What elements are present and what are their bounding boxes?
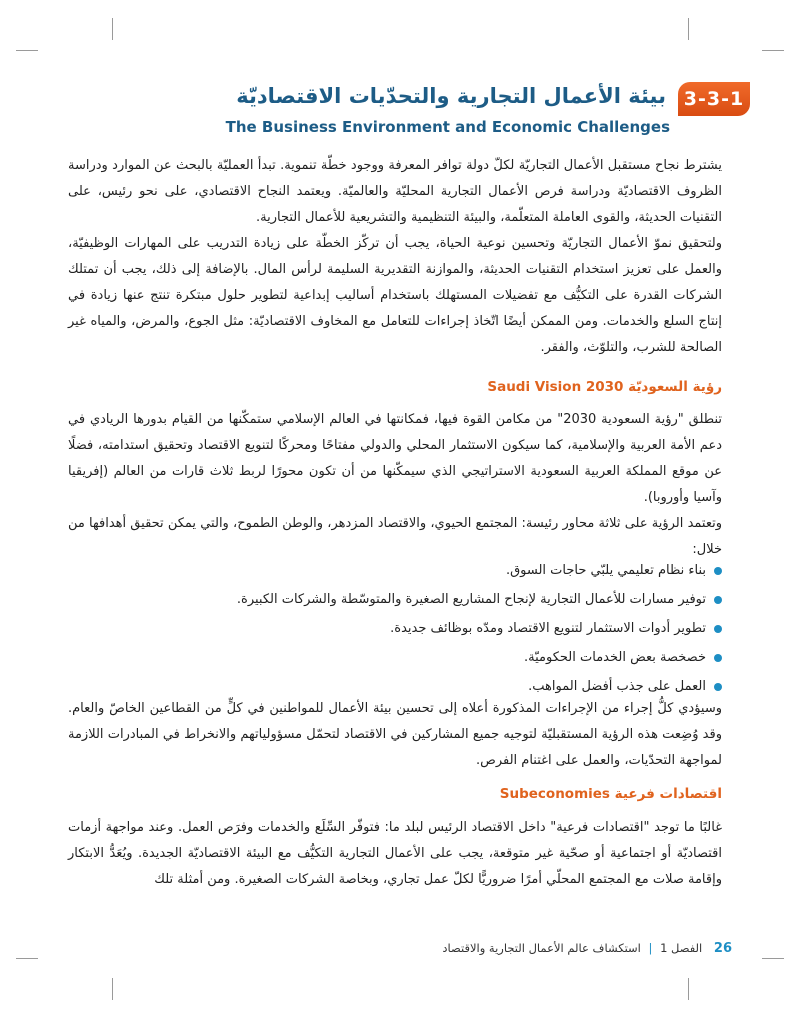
chapter-title: استكشاف عالم الأعمال التجارية والاقتصاد xyxy=(442,941,641,955)
footer-separator: | xyxy=(648,941,653,955)
vision-text xyxy=(68,407,722,563)
bullet-icon xyxy=(714,683,722,691)
section-number-badge: 3-3-1 xyxy=(678,82,750,116)
subeconomies-heading: اقتصادات فرعية Subeconomies xyxy=(499,786,722,802)
paragraph: وتعتمد الرؤية على ثلاثة محاور رئيسة: المجتمع الحيوي، والاقتصاد المزدهر، والوطن الطموح، والتي يمكن تحقيق أهدافها من خلال: xyxy=(68,516,722,557)
paragraph: غالبًا ما توجد "اقتصادات فرعية" داخل الاقتصاد الرئيس لبلد ما: فتوفّر السِّلَع والخدمات وفرَص العمل. وعند مواجهة أزمات اقتصاديّة أو اجتماعية أو صحّية غير متوقعة، يجب على الأعمال التجارية التكيُّف مع البيئة الاقتصاديّة الجديدة. ويُعَدُّ الابتكار وإقامة صلات مع المجتمع المحلّي أمرًا ضروريًّا لكلّ عمل تجاري، وبخاصة الشركات الصغيرة. ومن أمثلة تلك xyxy=(68,820,722,887)
page-footer xyxy=(442,941,732,956)
list-item: العمل على جذب أفضل المواهب. xyxy=(68,672,722,701)
bullet-icon xyxy=(714,596,722,604)
crop-mark xyxy=(762,50,784,51)
paragraph: يشترط نجاح مستقبل الأعمال التجاريّة لكلّ دولة توافر المعرفة ووجود خطّة تنموية. تبدأ العمليّة بالبحث عن الموارد ودراسة الظروف الاقتصاديّة ودراسة فرص الأعمال التجارية المحليّة والعالميّة. ويعتمد النجاح الاقتصادي، على نحو رئيس، على التقنيات الحديثة، والقوى العاملة المتعلّمة، والبيئة التنظيمية والتشريعية للأعمال التجارية. xyxy=(68,158,722,225)
list-item: خصخصة بعض الخدمات الحكوميّة. xyxy=(68,643,722,672)
paragraph: تنطلق "رؤية السعودية 2030" من مكامن القوة فيها، فمكانتها في العالم الإسلامي ستمكّنها من القيام بدورها الريادي في دعم الأمة العربية والإسلامية، كما سيكون الاستثمار المحلي والدولي مفتاحًا ومحركًا لتنويع الاقتصاد وتحقيق استدامته، فضلًا عن موقع المملكة العربية السعودية الاستراتيجي الذي سيمكّنها من أن تكون محورًا لربط ثلاث قارات من العالم (إفريقيا وآسيا وأوروبا). xyxy=(68,412,722,505)
crop-mark xyxy=(688,978,689,1000)
vision-heading: رؤية السعوديّة Saudi Vision 2030 xyxy=(487,379,722,395)
subeconomies-text xyxy=(68,815,722,893)
vision-closing-text xyxy=(68,696,722,774)
list-item: بناء نظام تعليمي يلبّي حاجات السوق. xyxy=(68,556,722,585)
paragraph: ولتحقيق نموّ الأعمال التجاريّة وتحسين نوعية الحياة، يجب أن تركّز الخطّة على زيادة التدريب على المهارات الوظيفيّة، والعمل على تعزيز استخدام التقنيات الحديثة، والموازنة التقديرية السليمة لرأس المال. بالإضافة إلى ذلك، يجب أن تمتلك الشركات القدرة على التكيُّف مع تفضيلات المستهلك باستخدام أساليب إبداعية لتطوير حلول مبتكرة تنتج عنها زيادة في إنتاج السلع والخدمات. ومن الممكن أيضًا اتّخاذ إجراءات للتعامل مع المخاوف الاقتصاديّة: مثل الجوع، والمرض، والمياه غير الصالحة للشرب، والتلوّث، والفقر. xyxy=(68,236,722,355)
crop-mark xyxy=(16,50,38,51)
section-title-arabic: بيئة الأعمال التجارية والتحدّيات الاقتصاديّة xyxy=(236,84,666,108)
intro-text xyxy=(68,153,722,361)
section-title-english: The Business Environment and Economic Challenges xyxy=(225,118,670,136)
chapter-label: الفصل 1 xyxy=(660,941,703,955)
crop-mark xyxy=(112,18,113,40)
page-number: 26 xyxy=(713,941,732,956)
vision-goals-list xyxy=(68,556,722,701)
paragraph: وسيؤدي كلُّ إجراء من الإجراءات المذكورة أعلاه إلى تحسين بيئة الأعمال للمواطنين في كلٍّ من القطاعين الخاصّ والعام. وقد وُضِعت هذه الرؤية المستقبليّة لتوجيه جميع المشاركين في الاقتصاد لتحمّل مسؤولياتهم والانخراط في المبادرات اللازمة لمواجهة التحدّيات، والعمل على اغتنام الفرص. xyxy=(68,701,722,768)
crop-mark xyxy=(762,958,784,959)
crop-mark xyxy=(688,18,689,40)
bullet-icon xyxy=(714,625,722,633)
crop-mark xyxy=(112,978,113,1000)
crop-mark xyxy=(16,958,38,959)
bullet-icon xyxy=(714,567,722,575)
list-item: توفير مسارات للأعمال التجارية لإنجاح المشاريع الصغيرة والمتوسّطة والشركات الكبيرة. xyxy=(68,585,722,614)
list-item: تطوير أدوات الاستثمار لتنويع الاقتصاد ومدّه بوظائف جديدة. xyxy=(68,614,722,643)
section-header xyxy=(60,82,750,142)
bullet-icon xyxy=(714,654,722,662)
